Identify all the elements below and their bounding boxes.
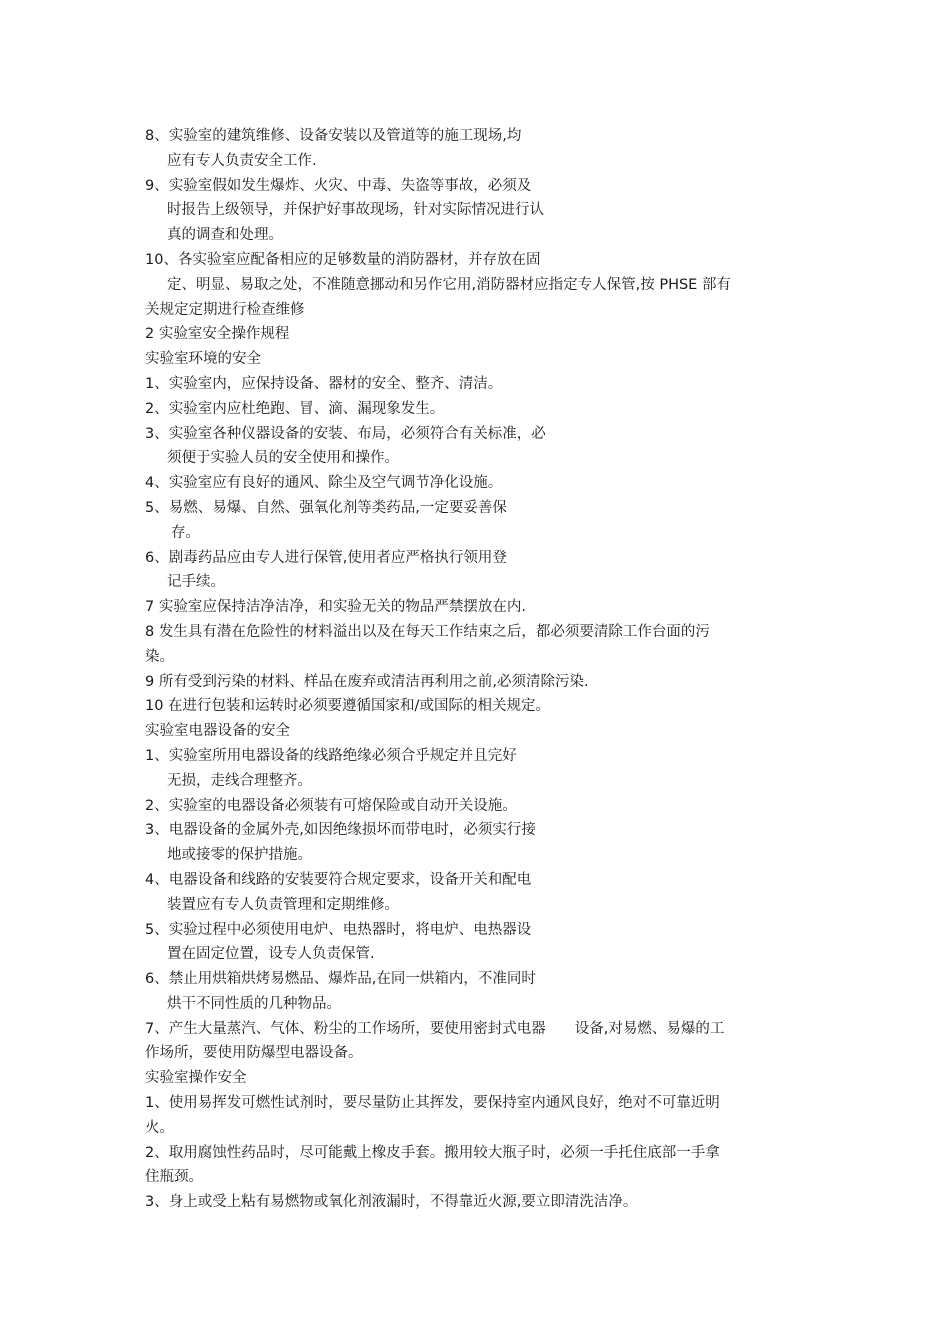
text-line: 3、实验室各种仪器设备的安装、布局，必须符合有关标准，必 bbox=[145, 425, 546, 442]
text-line: 定、明显、易取之处，不准随意挪动和另作它用,消防器材应指定专人保管,按 PHSE 部有 bbox=[167, 276, 731, 293]
text-line: 6、禁止用烘箱烘烤易燃品、爆炸品,在同一烘箱内，不准同时 bbox=[145, 971, 536, 988]
text-line: 存。 bbox=[171, 524, 200, 541]
text-line: 7 实验室应保持洁净洁净，和实验无关的物品严禁摆放在内. bbox=[145, 599, 526, 616]
text-line: 须便于实验人员的安全使用和操作。 bbox=[167, 450, 399, 467]
text-line: 应有专人负责安全工作. bbox=[167, 152, 317, 169]
text-line: 住瓶颈。 bbox=[145, 1169, 203, 1186]
text-line: 装置应有专人负责管理和定期维修。 bbox=[167, 896, 399, 913]
text-line: 5、易燃、易爆、自然、强氧化剂等类药品,一定要妥善保 bbox=[145, 499, 507, 516]
text-line: 5、实验过程中必须使用电炉、电热器时，将电炉、电热器设 bbox=[145, 921, 532, 938]
text-line: 2、实验室内应杜绝跑、冒、滴、漏现象发生。 bbox=[145, 400, 445, 417]
text-line: 6、剧毒药品应由专人进行保管,使用者应严格执行领用登 bbox=[145, 549, 507, 566]
text-line: 作场所，要使用防爆型电器设备。 bbox=[145, 1045, 363, 1062]
text-line: 2、取用腐蚀性药品时，尽可能戴上橡皮手套。搬用较大瓶子时，必须一手托住底部一手拿 bbox=[145, 1144, 720, 1161]
document-body bbox=[145, 124, 810, 1215]
text-line: 3、身上或受上粘有易燃物或氧化剂液漏时，不得靠近火源,要立即清洗洁净。 bbox=[145, 1194, 638, 1211]
text-line: 烘干不同性质的几种物品。 bbox=[167, 995, 341, 1012]
text-line: 9、实验室假如发生爆炸、火灾、中毒、失盗等事故，必须及 bbox=[145, 177, 532, 194]
text-line: 2 实验室安全操作规程 bbox=[145, 326, 290, 343]
text-line: 9 所有受到污染的材料、样品在废弃或清洁再利用之前,必须清除污染. bbox=[145, 673, 589, 690]
text-line: 实验室电器设备的安全 bbox=[145, 723, 290, 740]
text-line: 无损，走线合理整齐。 bbox=[167, 772, 312, 789]
text-line: 实验室操作安全 bbox=[145, 1070, 247, 1087]
text-line: 记手续。 bbox=[167, 574, 225, 591]
text-line: 4、电器设备和线路的安装要符合规定要求，设备开关和配电 bbox=[145, 871, 532, 888]
text-line: 关规定定期进行检查维修 bbox=[145, 301, 305, 318]
text-line: 1、使用易挥发可燃性试剂时，要尽量防止其挥发，要保持室内通风良好，绝对不可靠近明 bbox=[145, 1095, 720, 1112]
text-line: 地或接零的保护措施。 bbox=[167, 847, 312, 864]
text-line: 2、实验室的电器设备必须装有可熔保险或自动开关设施。 bbox=[145, 797, 517, 814]
text-line: 置在固定位置，设专人负责保管. bbox=[167, 946, 375, 963]
text-line: 10、各实验室应配备相应的足够数量的消防器材，并存放在固 bbox=[145, 251, 541, 268]
text-line: 实验室环境的安全 bbox=[145, 351, 261, 368]
text-line: 3、电器设备的金属外壳,如因绝缘损坏而带电时，必须实行接 bbox=[145, 822, 536, 839]
text-line: 1、实验室所用电器设备的线路绝缘必须合乎规定并且完好 bbox=[145, 747, 517, 764]
text-line: 8、实验室的建筑维修、设备安装以及管道等的施工现场,均 bbox=[145, 128, 522, 144]
text-line: 1、实验室内，应保持设备、器材的安全、整齐、清洁。 bbox=[145, 375, 503, 392]
text-line: 10 在进行包装和运转时必须要遵循国家和/或国际的相关规定。 bbox=[145, 698, 550, 715]
text-line: 真的调查和处理。 bbox=[167, 227, 283, 244]
text-line: 8 发生具有潜在危险性的材料溢出以及在每天工作结束之后，都必须要清除工作台面的污 bbox=[145, 623, 710, 640]
text-line: 时报告上级领导，并保护好事故现场，针对实际情况进行认 bbox=[167, 202, 544, 219]
text-line: 4、实验室应有良好的通风、除尘及空气调节净化设施。 bbox=[145, 475, 503, 492]
text-line: 火。 bbox=[145, 1119, 174, 1136]
text-line: 染。 bbox=[145, 648, 174, 665]
text-line: 7、产生大量蒸汽、气体、粉尘的工作场所，要使用密封式电器 设备,对易燃、易爆的工 bbox=[145, 1020, 725, 1037]
